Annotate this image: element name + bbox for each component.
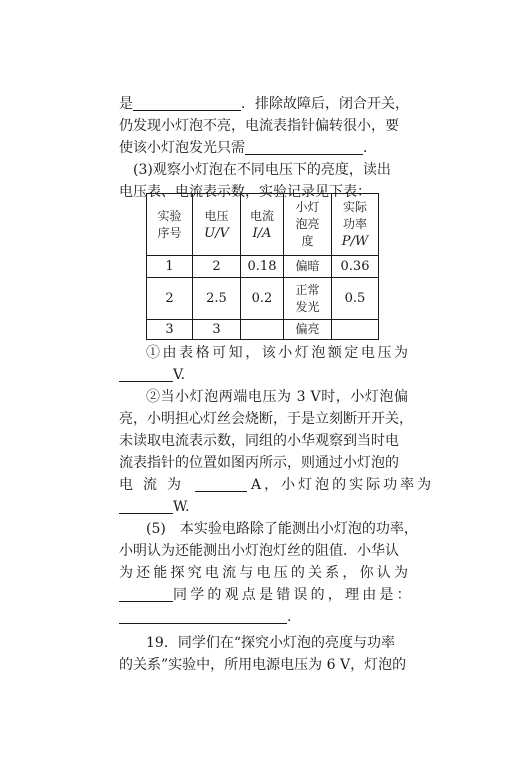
table-row: [147, 256, 379, 278]
table-cell: 3: [193, 320, 241, 340]
text-span: 同学的观点是错误的，理由是：: [173, 587, 414, 603]
cell-text: 发光: [295, 299, 320, 314]
text-line: 仍发现小灯泡不亮，电流表指针偏转很小，要: [119, 118, 399, 134]
text-line: (5) 本实验电路除了能测出小灯泡的功率，: [146, 521, 418, 537]
table-header-cell: [147, 194, 193, 256]
answer-blank[interactable]: [195, 476, 247, 492]
data-table: [146, 193, 379, 340]
text-span: A，小灯泡的实际功率为: [251, 477, 435, 493]
answer-blank[interactable]: [245, 139, 363, 155]
text-line: [119, 93, 408, 115]
answer-blank[interactable]: [133, 95, 241, 111]
text-line: ②当小灯泡两端电压为 3 V时，小灯泡偏: [146, 389, 408, 405]
header-text: 度: [301, 234, 314, 248]
header-text: 序号: [157, 225, 182, 240]
table-cell: [332, 320, 379, 340]
text-line: 电压表、电流表示数，实验记录见下表：: [119, 184, 371, 200]
table-header-cell: [193, 194, 241, 256]
text-span: V.: [173, 367, 186, 383]
text-line: 的关系”实验中，所用电源电压为 6 V，灯泡的: [119, 657, 407, 673]
header-text: 实验: [157, 208, 182, 223]
text-line: [119, 137, 408, 159]
text-line: 流表指针的位置如图丙所示，则通过小灯泡的: [119, 455, 399, 471]
header-text: 实际: [342, 200, 367, 214]
table-cell: 偏暗: [284, 256, 332, 278]
text-span: ．排除故障后，闭合开关，: [241, 96, 409, 112]
text-span: 电流为: [119, 477, 191, 493]
text-line: 未读取电流表示数，同组的小华观察到当时电: [119, 433, 399, 449]
text-span: 使该小灯泡发光只需: [119, 140, 245, 156]
table-cell: 3: [147, 320, 193, 340]
table-row: [147, 320, 379, 340]
table-cell: 2: [193, 256, 241, 278]
table-cell: 2.5: [193, 278, 241, 320]
table-row: [147, 278, 379, 320]
table-cell: 0.5: [332, 278, 379, 320]
table-cell: 1: [147, 256, 193, 278]
table-cell: 0.36: [332, 256, 379, 278]
table-cell: 0.2: [241, 278, 284, 320]
text-line: [119, 496, 408, 518]
answer-blank[interactable]: [119, 366, 173, 382]
text-span: ．: [363, 140, 377, 156]
header-text: 小灯: [295, 200, 320, 214]
text-span: 是: [119, 96, 133, 112]
text-line: [119, 364, 408, 386]
answer-blank[interactable]: [119, 608, 287, 624]
table-header-cell: [332, 194, 379, 256]
table-cell: 偏亮: [284, 320, 332, 340]
table-cell: 2: [147, 278, 193, 320]
answer-blank[interactable]: [119, 498, 173, 514]
header-text: P/W: [341, 234, 369, 249]
cell-text: 正常: [295, 282, 320, 297]
header-text: 功率: [342, 217, 367, 231]
text-line: 亮，小明担心灯丝会烧断，于是立刻断开开关，: [119, 411, 413, 427]
header-text: U/V: [204, 225, 229, 241]
table-header-row: [147, 194, 379, 256]
table-cell: 0.18: [241, 256, 284, 278]
table-cell: [284, 278, 332, 320]
text-span: W.: [173, 499, 190, 515]
text-line: [119, 474, 435, 496]
text-line: [119, 584, 414, 606]
answer-blank[interactable]: [119, 586, 173, 602]
text-line: [119, 606, 408, 628]
table-cell: [241, 320, 284, 340]
text-line: ①由表格可知，该小灯泡额定电压为: [146, 345, 408, 361]
header-text: 电流: [249, 208, 274, 223]
text-span: .: [287, 609, 292, 625]
text-line: 19．同学们在“探究小灯泡的亮度与功率: [146, 635, 395, 651]
table-header-cell: [241, 194, 284, 256]
header-text: 电压: [204, 208, 229, 223]
text-line: 为还能探究电流与电压的关系，你认为: [119, 565, 408, 581]
header-text: I/A: [252, 225, 272, 241]
text-line: (3)观察小灯泡在不同电压下的亮度，读出: [133, 162, 391, 178]
header-text: 泡亮: [295, 217, 320, 231]
text-line: 小明认为还能测出小灯泡灯丝的阻值．小华认: [119, 543, 399, 559]
table-header-cell: [284, 194, 332, 256]
